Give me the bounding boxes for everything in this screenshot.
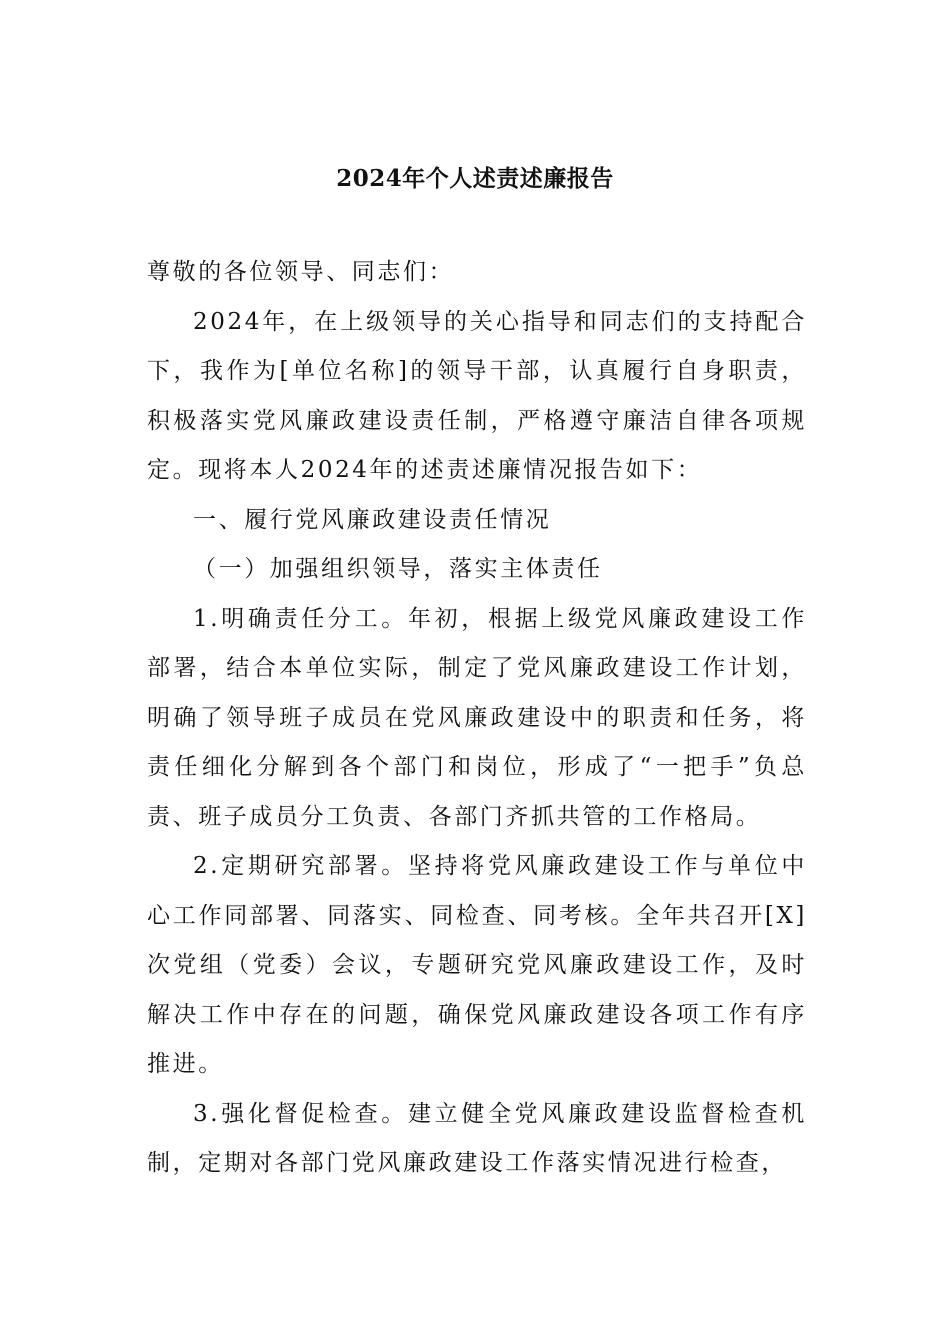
intro-paragraph: 2024年，在上级领导的关心指导和同志们的支持配合下，我作为[单位名称]的领导干部，认真履行自身职责，积极落实党风廉政建设责任制，严格遵守廉洁自律各项规定。现将本人2024年的述责述廉情况报告如下： bbox=[147, 308, 807, 483]
document-title: 2024年个人述责述廉报告 bbox=[336, 165, 614, 192]
section-heading: 一、履行党风廉政建设责任情况 bbox=[193, 506, 552, 533]
subsection-heading: （一）加强组织领导，落实主体责任 bbox=[193, 556, 603, 582]
item-paragraph-3: 3.强化督促检查。建立健全党风廉政建设监督检查机制，定期对各部门党风廉政建设工作落实情况进行检查， bbox=[147, 1100, 807, 1176]
document-body bbox=[147, 248, 807, 1189]
salutation-paragraph: 尊敬的各位领导、同志们： bbox=[147, 259, 455, 285]
item-paragraph-2: 2.定期研究部署。坚持将党风廉政建设工作与单位中心工作同部署、同落实、同检查、同考核。全年共召开[X]次党组（党委）会议，专题研究党风廉政建设工作，及时解决工作中存在的问题，确保党风廉政建设各项工作有序推进。 bbox=[147, 853, 807, 1077]
item-paragraph-1: 1.明确责任分工。年初，根据上级党风廉政建设工作部署，结合本单位实际，制定了党风廉政建设工作计划，明确了领导班子成员在党风廉政建设中的职责和任务，将责任细化分解到各个部门和岗位，形成了“一把手”负总责、班子成员分工负责、各部门齐抓共管的工作格局。 bbox=[147, 605, 807, 830]
